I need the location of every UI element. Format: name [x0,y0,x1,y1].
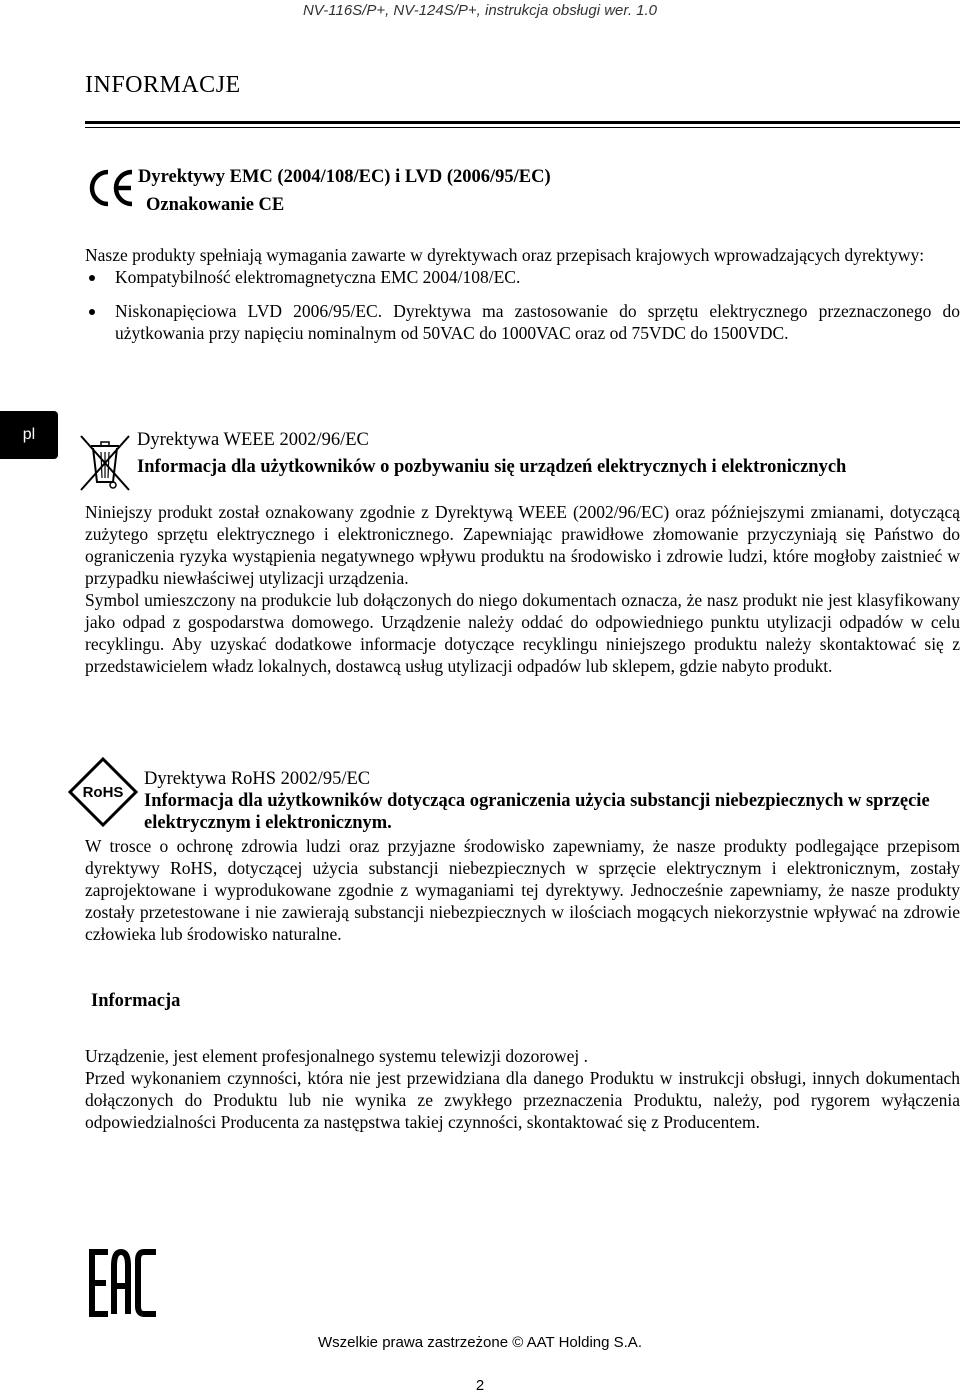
rohs-icon [68,757,138,827]
rohs-subheading: Informacja dla użytkowników dotycząca ograniczenia użycia substancji niebezpiecznych w sprzęcie elektrycznym i elektronicznym. [144,791,930,833]
emc-subheading: Oznakowanie CE [146,195,285,215]
document-header: NV-116S/P+, NV-124S/P+, instrukcja obsługi wer. 1.0 [302,2,658,19]
info-paragraph: Przed wykonaniem czynności, która nie jest przewidziana dla danego Produktu w instrukcji obsługi, innych dokumentach dołączonych do Produktu lub nie wynika ze zwykłego przeznaczenia Produktu, należy, pod rygorem wyłączenia odpowiedzialności Producenta za następstwa takiej czynności, skontaktować się z Producentem. [85,1068,960,1132]
emc-heading: Dyrektywy EMC (2004/108/EC) i LVD (2006/95/EC) [138,167,551,187]
rohs-body [85,835,960,945]
info-body [85,1045,960,1133]
bullet-icon [89,309,95,315]
weee-paragraph-2: Symbol umieszczony na produkcie lub dołączonych do niego dokumentach oznacza, że nasz produkt nie jest klasyfikowany jako odpad z gospodarstwa domowego. Urządzenie należy oddać do odpowiedniego punktu utylizacji odpadów w celu recyklingu. Aby uzyskać dodatkowe informacje dotyczące recyklingu niniejszego produktu należy skontaktować się z przedstawicielem władz lokalnych, dostawcą usług utylizacji odpadów lub sklepem, gdzie nabyto produkt. [85,590,960,676]
info-line-1: Urządzenie, jest element profesjonalnego systemu telewizji dozorowej . [85,1046,588,1066]
weee-body [85,501,960,677]
language-tab: pl [0,411,58,459]
list-item: Niskonapięciowa LVD 2006/95/EC. Dyrektywa ma zastosowanie do sprzętu elektrycznego przeznaczonego do użytkowania przy napięciu nominalnym od 50VAC do 1000VAC oraz od 75VDC do 1500VDC. [85,300,960,344]
svg-text:RoHS: RoHS [82,784,124,801]
weee-paragraph-1: Niniejszy produkt został oznakowany zgodnie z Dyrektywą WEEE (2002/96/EC) oraz późniejszymi zmianami, dotyczącą zużytego sprzętu elektrycznego i elektronicznego. Zapewniając prawidłowe złomowanie przyczyniają się Państwo do ograniczenia ryzyka wystąpienia negatywnego wpływu produktu na środowisko i zdrowie ludzi, które mogłoby zaistnieć w przypadku niewłaściwej utylizacji urządzenia. [85,502,960,588]
weee-heading: Dyrektywa WEEE 2002/96/EC [137,430,369,450]
weee-subheading: Informacja dla użytkowników o pozbywaniu się urządzeń elektrycznych i elektronicznych [137,457,847,477]
info-heading: Informacja [91,991,181,1011]
emc-bullet-list [85,266,960,344]
crossed-bin-icon [75,432,133,494]
footer-copyright: Wszelkie prawa zastrzeżone © AAT Holding S.A. [318,1334,642,1351]
title-rule-thick [85,121,960,124]
page-number: 2 [475,1377,485,1394]
emc-section [85,244,960,344]
ce-mark-icon [88,168,136,208]
bullet-icon [89,275,95,281]
eac-mark-icon [88,1248,160,1318]
title-rule-thin [85,127,960,128]
page-title: INFORMACJE [85,72,241,98]
emc-intro: Nasze produkty spełniają wymagania zawarte w dyrektywach oraz przepisach krajowych wprowadzających dyrektywy: [85,245,925,265]
rohs-paragraph: W trosce o ochronę zdrowia ludzi oraz przyjazne środowisko zapewniamy, że nasze produkty podlegające przepisom dyrektywy RoHS, dotyczącej użycia substancji niebezpiecznych w sprzęcie elektrycznym i elektronicznym, zostały zaprojektowane i wyprodukowane zgodnie z wymaganiami tej dyrektywy. Jednocześnie zapewniamy, że nasze produkty zostały przetestowane i nie zawierają substancji niebezpiecznych w ilościach mogących niekorzystnie wpływać na zdrowie człowieka lub środowisko naturalne. [85,836,960,944]
list-item: Kompatybilność elektromagnetyczna EMC 2004/108/EC. [85,266,960,288]
rohs-heading: Dyrektywa RoHS 2002/95/EC [144,769,371,789]
